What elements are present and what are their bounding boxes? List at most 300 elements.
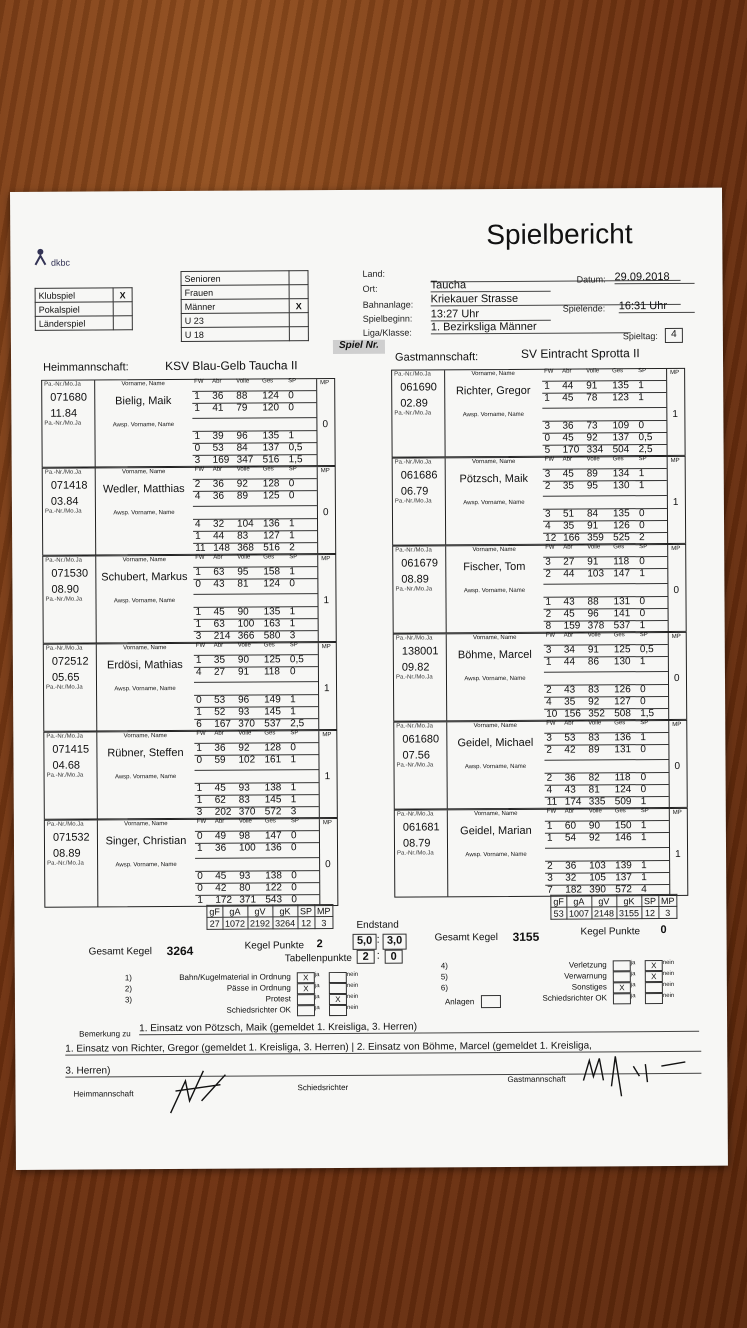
- score-cell[interactable]: 0: [639, 520, 645, 532]
- score-cell[interactable]: 167: [214, 718, 231, 730]
- score-cell[interactable]: 169: [212, 454, 230, 466]
- score-cell[interactable]: 1: [196, 782, 203, 794]
- score-cell[interactable]: 2: [639, 532, 645, 544]
- player-mp[interactable]: 0: [325, 859, 331, 871]
- score-cell[interactable]: 54: [564, 832, 577, 844]
- totals-value[interactable]: 3: [315, 917, 334, 929]
- score-cell[interactable]: 2: [545, 568, 551, 580]
- totals-value[interactable]: 12: [641, 907, 658, 919]
- match-type-mark[interactable]: [113, 302, 132, 316]
- check-ja-box[interactable]: X: [613, 982, 631, 993]
- home-gesamt-value[interactable]: 3264: [166, 943, 194, 959]
- score-cell[interactable]: 3: [195, 630, 202, 642]
- player-pass-number[interactable]: 061679: [401, 557, 439, 570]
- score-cell[interactable]: 2: [546, 744, 553, 756]
- score-cell[interactable]: 1: [638, 480, 645, 492]
- score-cell[interactable]: 161: [264, 754, 282, 766]
- score-cell[interactable]: 131: [613, 596, 631, 608]
- player-name[interactable]: Geidel, Michael: [457, 736, 534, 750]
- score-cell[interactable]: 103: [587, 568, 605, 580]
- totals-value[interactable]: 3264: [273, 917, 298, 929]
- score-cell[interactable]: 138: [264, 782, 282, 794]
- score-cell[interactable]: 4: [546, 784, 553, 796]
- score-cell[interactable]: 93: [238, 706, 250, 718]
- score-cell[interactable]: 51: [562, 508, 575, 520]
- score-cell[interactable]: 0: [290, 742, 296, 754]
- score-cell[interactable]: 10: [546, 708, 558, 720]
- score-cell[interactable]: 32: [212, 518, 225, 530]
- player-pass-number[interactable]: 061686: [400, 469, 438, 482]
- player-birth[interactable]: 05.65: [51, 671, 80, 684]
- score-cell[interactable]: 92: [238, 742, 250, 754]
- score-cell[interactable]: 1: [546, 820, 553, 832]
- score-cell[interactable]: 0: [196, 830, 203, 842]
- score-cell[interactable]: 4: [195, 518, 201, 530]
- score-cell[interactable]: 135: [612, 380, 629, 392]
- score-cell[interactable]: 35: [563, 520, 575, 532]
- player-pass-number[interactable]: 138001: [401, 645, 439, 658]
- totals-value[interactable]: 1007: [566, 907, 591, 919]
- score-cell[interactable]: 366: [237, 630, 255, 642]
- score-cell[interactable]: 135: [262, 430, 280, 442]
- score-cell[interactable]: 102: [238, 754, 256, 766]
- score-cell[interactable]: 3: [544, 420, 551, 432]
- score-cell[interactable]: 127: [263, 530, 280, 542]
- score-cell[interactable]: 2: [194, 478, 201, 490]
- score-cell[interactable]: 100: [237, 618, 255, 630]
- score-cell[interactable]: 370: [238, 806, 256, 818]
- score-cell[interactable]: 516: [263, 542, 280, 554]
- score-cell[interactable]: 0: [291, 882, 297, 894]
- score-cell[interactable]: 44: [562, 380, 574, 392]
- score-cell[interactable]: 1,5: [288, 454, 303, 466]
- score-cell[interactable]: 0: [640, 744, 647, 756]
- player-mp[interactable]: 1: [323, 595, 330, 607]
- score-cell[interactable]: 0: [640, 772, 647, 784]
- score-cell[interactable]: 35: [562, 480, 574, 492]
- player-birth[interactable]: 08.90: [51, 583, 79, 596]
- score-cell[interactable]: 45: [562, 432, 574, 444]
- player-pass-number[interactable]: 071530: [51, 567, 89, 580]
- kegel-punkte-guest[interactable]: 0: [660, 924, 667, 937]
- score-cell[interactable]: 36: [214, 742, 226, 754]
- score-cell[interactable]: 36: [565, 860, 577, 872]
- score-cell[interactable]: 2: [546, 772, 553, 784]
- player-name[interactable]: Singer, Christian: [105, 834, 187, 848]
- match-type-mark[interactable]: [113, 316, 132, 330]
- score-cell[interactable]: 352: [588, 708, 605, 720]
- score-cell[interactable]: 1: [196, 842, 203, 854]
- check-ja-box[interactable]: [613, 971, 631, 982]
- player-pass-number[interactable]: 072512: [51, 655, 89, 668]
- score-cell[interactable]: 136: [264, 842, 282, 854]
- score-cell[interactable]: 1: [638, 380, 644, 392]
- player-birth[interactable]: 08.79: [402, 837, 431, 850]
- player-pass-number[interactable]: 061680: [402, 733, 440, 746]
- totals-value[interactable]: 3155: [616, 907, 641, 919]
- score-cell[interactable]: 43: [564, 784, 576, 796]
- score-cell[interactable]: 1: [290, 706, 296, 718]
- score-cell[interactable]: 124: [263, 578, 281, 590]
- score-cell[interactable]: 88: [236, 390, 248, 402]
- player-birth[interactable]: 07.56: [402, 749, 431, 762]
- score-cell[interactable]: 0: [196, 754, 203, 766]
- score-cell[interactable]: 137: [612, 432, 630, 444]
- score-cell[interactable]: 81: [237, 578, 249, 590]
- score-cell[interactable]: 334: [586, 444, 604, 456]
- score-cell[interactable]: 3: [544, 508, 551, 520]
- ort-value[interactable]: Taucha: [431, 279, 551, 293]
- check-ja-box[interactable]: [297, 1005, 315, 1016]
- score-cell[interactable]: 170: [562, 444, 580, 456]
- score-cell[interactable]: 0: [640, 784, 647, 796]
- score-cell[interactable]: 62: [214, 794, 226, 806]
- player-birth[interactable]: 08.89: [53, 847, 81, 860]
- score-cell[interactable]: 1: [639, 620, 646, 632]
- score-cell[interactable]: 128: [262, 478, 280, 490]
- score-cell[interactable]: 52: [214, 706, 226, 718]
- score-cell[interactable]: 1: [288, 430, 295, 442]
- score-cell[interactable]: 182: [565, 884, 582, 896]
- score-cell[interactable]: 1: [288, 518, 295, 530]
- score-cell[interactable]: 63: [213, 618, 225, 630]
- score-cell[interactable]: 156: [564, 708, 581, 720]
- bahnanlage-value[interactable]: Kriekauer Strasse: [431, 292, 681, 307]
- score-cell[interactable]: 139: [615, 860, 632, 872]
- score-cell[interactable]: 45: [215, 870, 227, 882]
- score-cell[interactable]: 95: [237, 566, 249, 578]
- score-cell[interactable]: 1: [546, 832, 553, 844]
- check-nein-box[interactable]: [329, 1005, 347, 1016]
- score-cell[interactable]: 0: [288, 490, 295, 502]
- score-cell[interactable]: 53: [214, 694, 226, 706]
- player-birth[interactable]: 09.82: [401, 661, 430, 674]
- player-pass-number[interactable]: 061690: [400, 381, 437, 394]
- totals-value[interactable]: 2148: [591, 907, 616, 919]
- score-cell[interactable]: 95: [586, 480, 598, 492]
- score-cell[interactable]: 137: [615, 872, 632, 884]
- score-cell[interactable]: 5: [544, 444, 551, 456]
- score-cell[interactable]: 35: [213, 654, 226, 666]
- score-cell[interactable]: 335: [588, 796, 606, 808]
- score-cell[interactable]: 41: [212, 402, 224, 414]
- score-cell[interactable]: 0: [288, 402, 294, 414]
- score-cell[interactable]: 44: [563, 568, 575, 580]
- player-birth[interactable]: 06.79: [400, 485, 429, 498]
- score-cell[interactable]: 127: [614, 696, 631, 708]
- score-cell[interactable]: 128: [264, 742, 282, 754]
- match-type-mark[interactable]: X: [113, 288, 132, 302]
- score-cell[interactable]: 91: [587, 644, 599, 656]
- score-cell[interactable]: 0,5: [638, 432, 653, 444]
- player-mp[interactable]: 0: [673, 672, 680, 684]
- score-cell[interactable]: 202: [214, 806, 232, 818]
- score-cell[interactable]: 36: [212, 478, 224, 490]
- player-mp[interactable]: 1: [672, 496, 679, 508]
- score-cell[interactable]: 27: [563, 556, 575, 568]
- score-cell[interactable]: 126: [614, 684, 631, 696]
- totals-value[interactable]: 1072: [222, 917, 247, 929]
- score-cell[interactable]: 104: [236, 518, 254, 530]
- score-cell[interactable]: 1: [196, 794, 203, 806]
- score-cell[interactable]: 370: [238, 718, 255, 730]
- score-cell[interactable]: 0: [197, 882, 203, 894]
- score-cell[interactable]: 2: [545, 608, 552, 620]
- score-cell[interactable]: 163: [263, 618, 281, 630]
- score-cell[interactable]: 0: [638, 420, 645, 432]
- score-cell[interactable]: 4: [545, 520, 551, 532]
- guest-gesamt-value[interactable]: 3155: [512, 929, 540, 944]
- check-ja-box[interactable]: X: [297, 972, 315, 983]
- score-cell[interactable]: 159: [563, 620, 581, 632]
- score-cell[interactable]: 96: [587, 608, 599, 620]
- score-cell[interactable]: 43: [564, 684, 576, 696]
- score-cell[interactable]: 79: [236, 402, 248, 414]
- score-cell[interactable]: 49: [214, 830, 227, 842]
- score-cell[interactable]: 1: [290, 754, 297, 766]
- score-home[interactable]: 5,0: [353, 934, 377, 950]
- player-name[interactable]: Geidel, Marian: [460, 824, 532, 838]
- player-name[interactable]: Erdösi, Mathias: [106, 658, 183, 672]
- score-cell[interactable]: 123: [612, 392, 629, 404]
- score-cell[interactable]: 3: [290, 806, 297, 818]
- score-cell[interactable]: 118: [263, 666, 280, 678]
- score-cell[interactable]: 84: [236, 442, 248, 454]
- score-cell[interactable]: 1: [640, 820, 647, 832]
- player-name[interactable]: Böhme, Marcel: [457, 648, 532, 662]
- score-cell[interactable]: 0: [639, 556, 645, 568]
- score-cell[interactable]: 91: [237, 666, 250, 678]
- score-cell[interactable]: 35: [564, 696, 576, 708]
- score-cell[interactable]: 36: [212, 490, 225, 502]
- score-cell[interactable]: 3: [289, 630, 296, 642]
- score-cell[interactable]: 516: [262, 454, 280, 466]
- score-cell[interactable]: 141: [613, 608, 631, 620]
- score-cell[interactable]: 82: [588, 772, 600, 784]
- score-cell[interactable]: 103: [589, 860, 606, 872]
- score-cell[interactable]: 0: [639, 608, 646, 620]
- score-cell[interactable]: 118: [614, 772, 631, 784]
- player-birth[interactable]: 02.89: [400, 397, 428, 410]
- score-cell[interactable]: 73: [586, 420, 598, 432]
- score-cell[interactable]: 1: [289, 606, 296, 618]
- category-mark[interactable]: [289, 327, 308, 341]
- score-cell[interactable]: 42: [564, 744, 576, 756]
- score-cell[interactable]: 158: [263, 566, 281, 578]
- score-cell[interactable]: 92: [586, 432, 598, 444]
- score-cell[interactable]: 88: [587, 596, 599, 608]
- score-cell[interactable]: 368: [237, 542, 254, 554]
- score-cell[interactable]: 0: [290, 830, 297, 842]
- score-cell[interactable]: 83: [238, 794, 250, 806]
- score-cell[interactable]: 146: [614, 832, 632, 844]
- score-cell[interactable]: 4: [546, 696, 552, 708]
- player-mp[interactable]: 1: [675, 848, 681, 860]
- score-cell[interactable]: 1: [638, 392, 644, 404]
- score-cell[interactable]: 90: [588, 820, 601, 832]
- player-name[interactable]: Fischer, Tom: [463, 560, 526, 574]
- score-cell[interactable]: 93: [239, 870, 251, 882]
- score-cell[interactable]: 100: [238, 842, 256, 854]
- score-cell[interactable]: 1: [194, 430, 201, 442]
- score-cell[interactable]: 92: [588, 696, 600, 708]
- player-name[interactable]: Rübner, Steffen: [107, 746, 184, 760]
- score-cell[interactable]: 580: [263, 630, 281, 642]
- score-cell[interactable]: 390: [589, 884, 606, 896]
- score-cell[interactable]: 43: [213, 578, 225, 590]
- score-cell[interactable]: 4: [195, 666, 202, 678]
- score-cell[interactable]: 124: [614, 784, 632, 796]
- score-cell[interactable]: 1: [195, 566, 201, 578]
- score-cell[interactable]: 0: [196, 694, 202, 706]
- check-nein-box[interactable]: [329, 972, 347, 983]
- category-mark[interactable]: [289, 285, 308, 299]
- score-cell[interactable]: 36: [214, 842, 227, 854]
- score-cell[interactable]: 1: [195, 606, 202, 618]
- score-cell[interactable]: 45: [562, 468, 574, 480]
- score-cell[interactable]: 0: [290, 842, 297, 854]
- score-cell[interactable]: 0: [289, 666, 296, 678]
- score-cell[interactable]: 45: [563, 608, 575, 620]
- score-cell[interactable]: 1: [639, 656, 646, 668]
- datum-value[interactable]: 29.09.2018: [614, 271, 694, 284]
- score-cell[interactable]: 39: [212, 430, 224, 442]
- score-cell[interactable]: 136: [262, 518, 280, 530]
- score-cell[interactable]: 83: [588, 732, 600, 744]
- score-cell[interactable]: 0: [640, 684, 646, 696]
- score-cell[interactable]: 0: [638, 508, 645, 520]
- check-nein-box[interactable]: X: [329, 994, 347, 1005]
- score-cell[interactable]: 0: [544, 432, 551, 444]
- player-mp[interactable]: 0: [322, 419, 329, 431]
- check-nein-box[interactable]: [645, 982, 663, 993]
- player-mp[interactable]: 0: [673, 584, 680, 596]
- score-cell[interactable]: 0: [197, 870, 203, 882]
- player-name[interactable]: Richter, Gregor: [455, 384, 531, 398]
- score-cell[interactable]: 1: [640, 732, 646, 744]
- score-cell[interactable]: 1: [290, 794, 297, 806]
- score-cell[interactable]: 1,5: [640, 708, 655, 720]
- score-cell[interactable]: 6: [196, 718, 202, 730]
- score-cell[interactable]: 0: [194, 442, 201, 454]
- score-cell[interactable]: 135: [612, 508, 630, 520]
- score-cell[interactable]: 150: [614, 820, 632, 832]
- score-cell[interactable]: 0,5: [639, 644, 654, 656]
- check-nein-box[interactable]: X: [645, 971, 663, 982]
- player-birth[interactable]: 08.89: [401, 573, 429, 586]
- score-cell[interactable]: 63: [213, 566, 225, 578]
- score-cell[interactable]: 2: [289, 542, 295, 554]
- score-cell[interactable]: 148: [213, 542, 230, 554]
- score-cell[interactable]: 1: [640, 796, 647, 808]
- score-cell[interactable]: 92: [588, 832, 601, 844]
- score-cell[interactable]: 1: [640, 832, 647, 844]
- guest-team-name[interactable]: SV Eintracht Sprotta II: [520, 346, 640, 361]
- score-cell[interactable]: 12: [545, 532, 557, 544]
- player-mp[interactable]: 0: [322, 507, 329, 519]
- check-ja-box[interactable]: X: [297, 983, 315, 994]
- score-guest[interactable]: 3,0: [383, 934, 407, 950]
- check-nein-box[interactable]: [329, 983, 347, 994]
- player-pass-number[interactable]: 061681: [402, 821, 440, 834]
- score-cell[interactable]: 126: [613, 520, 630, 532]
- score-cell[interactable]: 1: [545, 656, 552, 668]
- score-cell[interactable]: 3: [545, 644, 552, 656]
- category-mark[interactable]: [289, 271, 308, 285]
- score-cell[interactable]: 537: [264, 718, 281, 730]
- score-cell[interactable]: 1: [194, 390, 200, 402]
- totals-value[interactable]: 27: [207, 917, 223, 929]
- score-cell[interactable]: 1: [196, 706, 202, 718]
- score-cell[interactable]: 89: [586, 468, 598, 480]
- score-cell[interactable]: 0,5: [288, 442, 303, 454]
- score-cell[interactable]: 3: [546, 732, 552, 744]
- player-birth[interactable]: 11.84: [50, 407, 78, 420]
- player-pass-number[interactable]: 071532: [52, 831, 90, 844]
- score-cell[interactable]: 86: [587, 656, 600, 668]
- score-cell[interactable]: 131: [614, 744, 632, 756]
- score-cell[interactable]: 504: [612, 444, 630, 456]
- score-cell[interactable]: 1: [638, 468, 645, 480]
- score-cell[interactable]: 4: [641, 884, 647, 896]
- score-cell[interactable]: 11: [546, 796, 558, 808]
- score-cell[interactable]: 1: [197, 894, 203, 906]
- score-cell[interactable]: 347: [236, 454, 254, 466]
- score-cell[interactable]: 8: [545, 620, 552, 632]
- score-cell[interactable]: 96: [236, 430, 248, 442]
- tab-guest[interactable]: 0: [385, 950, 403, 964]
- score-cell[interactable]: 90: [237, 654, 250, 666]
- player-mp[interactable]: 0: [674, 760, 681, 772]
- score-cell[interactable]: 2,5: [638, 444, 653, 456]
- score-cell[interactable]: 130: [612, 480, 630, 492]
- score-cell[interactable]: 2: [544, 480, 551, 492]
- score-cell[interactable]: 7: [547, 884, 553, 896]
- score-cell[interactable]: 36: [212, 390, 224, 402]
- spielbeginn-value[interactable]: 13:27 Uhr: [431, 308, 551, 322]
- score-cell[interactable]: 172: [215, 894, 233, 906]
- score-cell[interactable]: 122: [265, 882, 282, 894]
- score-cell[interactable]: 32: [565, 872, 577, 884]
- score-cell[interactable]: 371: [239, 894, 257, 906]
- score-cell[interactable]: 44: [213, 530, 225, 542]
- score-cell[interactable]: 2,5: [290, 718, 305, 730]
- score-cell[interactable]: 130: [613, 656, 631, 668]
- score-cell[interactable]: 2: [547, 860, 553, 872]
- score-cell[interactable]: 0: [291, 894, 297, 906]
- score-cell[interactable]: 509: [614, 796, 632, 808]
- score-cell[interactable]: 145: [264, 706, 281, 718]
- score-cell[interactable]: 1: [289, 618, 296, 630]
- score-cell[interactable]: 89: [588, 744, 600, 756]
- score-cell[interactable]: 109: [612, 420, 630, 432]
- score-cell[interactable]: 1: [545, 596, 552, 608]
- check-ja-box[interactable]: [297, 994, 315, 1005]
- score-cell[interactable]: 149: [264, 694, 281, 706]
- score-cell[interactable]: 3: [544, 468, 551, 480]
- score-cell[interactable]: 508: [614, 708, 631, 720]
- player-birth[interactable]: 04.68: [52, 759, 81, 772]
- score-cell[interactable]: 98: [238, 830, 251, 842]
- player-mp[interactable]: 1: [324, 683, 330, 695]
- totals-value[interactable]: 12: [298, 917, 315, 929]
- category-mark[interactable]: X: [289, 299, 308, 313]
- tab-home[interactable]: 2: [357, 950, 375, 964]
- score-cell[interactable]: 3: [545, 556, 551, 568]
- score-cell[interactable]: 53: [212, 442, 224, 454]
- score-cell[interactable]: 1: [639, 568, 645, 580]
- score-cell[interactable]: 525: [613, 532, 630, 544]
